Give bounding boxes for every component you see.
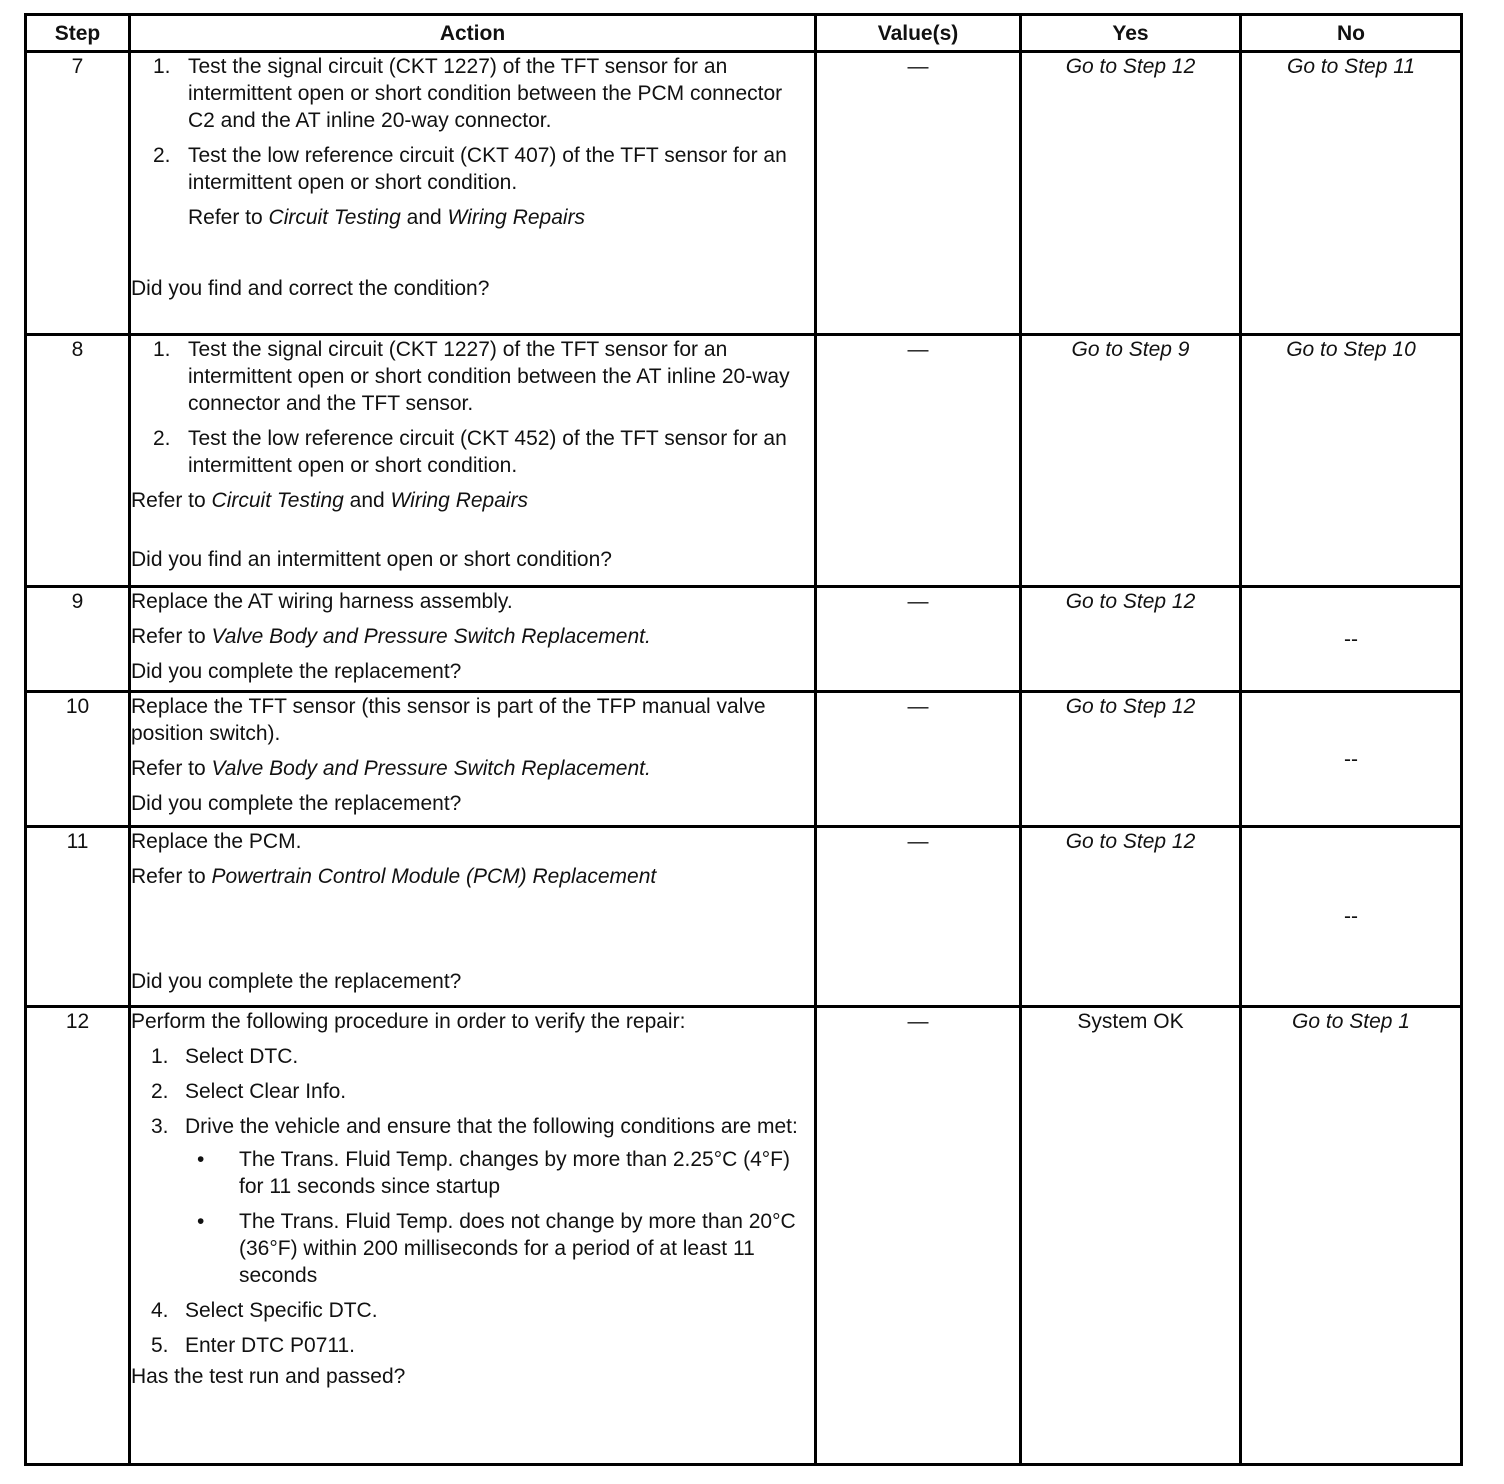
refer-link-valve-body[interactable]: Valve Body and Pressure Switch Replacement. — [211, 625, 651, 648]
condition-list — [185, 1146, 814, 1289]
item-number: 1. — [151, 1045, 169, 1068]
refer-and: and — [343, 489, 391, 512]
table-row-step-11 — [26, 827, 1462, 1007]
action-item — [131, 1043, 814, 1070]
item-text: Test the signal circuit (CKT 1227) of the TFT sensor for an intermittent open or short condition between the AT inline 20-way connector and the TFT sensor. — [188, 338, 790, 415]
refer-prefix: Refer to — [131, 489, 212, 512]
action-item — [131, 53, 814, 134]
step-number: 12 — [26, 1007, 130, 1465]
value-cell: — — [816, 335, 1021, 587]
step-number: 9 — [26, 587, 130, 692]
value-cell: — — [816, 587, 1021, 692]
refer-link-pcm-replacement[interactable]: Powertrain Control Module (PCM) Replacement — [211, 865, 657, 888]
yes-result: System OK — [1021, 1007, 1241, 1465]
item-number: 4. — [151, 1299, 169, 1322]
yes-link[interactable]: Go to Step 9 — [1021, 335, 1241, 587]
intro: Perform the following procedure in order to verify the repair: — [131, 1010, 686, 1033]
header-no: No — [1241, 15, 1462, 52]
refer-link-circuit-testing[interactable]: Circuit Testing — [268, 206, 401, 229]
condition-text: The Trans. Fluid Temp. does not change by more than 20°C (36°F) within 200 milliseconds for a period of at least 11 seconds — [239, 1210, 796, 1287]
refer-line — [131, 204, 814, 231]
no-link[interactable]: Go to Step 11 — [1241, 52, 1462, 335]
yes-link[interactable]: Go to Step 12 — [1021, 587, 1241, 692]
action-list — [131, 1043, 814, 1359]
item-text: Test the low reference circuit (CKT 452) of the TFT sensor for an intermittent open or short condition. — [188, 427, 787, 477]
step-number: 11 — [26, 827, 130, 1007]
item-text: Select DTC. — [185, 1045, 299, 1068]
item-number: 2. — [153, 427, 171, 450]
item-text: Enter DTC P0711. — [185, 1334, 356, 1357]
yes-link[interactable]: Go to Step 12 — [1021, 692, 1241, 827]
diagnostic-steps-table — [24, 13, 1463, 1466]
refer-prefix: Refer to — [188, 206, 269, 229]
item-number: 1. — [153, 55, 171, 78]
bullet-icon: • — [197, 1148, 205, 1171]
condition-item — [185, 1146, 814, 1200]
refer-link-circuit-testing[interactable]: Circuit Testing — [211, 489, 344, 512]
step-number: 10 — [26, 692, 130, 827]
item-number: 3. — [151, 1115, 169, 1138]
action-list — [131, 336, 814, 479]
item-number: 2. — [151, 1080, 169, 1103]
refer-link-wiring-repairs[interactable]: Wiring Repairs — [390, 489, 529, 512]
table-row-step-9 — [26, 587, 1462, 692]
item-text: Drive the vehicle and ensure that the following conditions are met: — [185, 1115, 798, 1138]
question: Did you complete the replacement? — [131, 970, 462, 993]
refer-prefix: Refer to — [131, 757, 212, 780]
table-row-step-10 — [26, 692, 1462, 827]
refer-and: and — [400, 206, 448, 229]
action-item — [131, 425, 814, 479]
action-cell — [130, 692, 816, 827]
item-number: 2. — [153, 144, 171, 167]
action-item — [131, 1078, 814, 1105]
yes-link[interactable]: Go to Step 12 — [1021, 52, 1241, 335]
value-cell: — — [816, 827, 1021, 1007]
table-row-step-7 — [26, 52, 1462, 335]
action-cell — [130, 335, 816, 587]
bullet-icon: • — [197, 1210, 205, 1233]
refer-link-wiring-repairs[interactable]: Wiring Repairs — [447, 206, 586, 229]
header-action: Action — [130, 15, 816, 52]
action-cell — [130, 1007, 816, 1465]
header-values: Value(s) — [816, 15, 1021, 52]
action-item — [131, 142, 814, 196]
value-cell: — — [816, 1007, 1021, 1465]
instruction: Replace the AT wiring harness assembly. — [131, 590, 513, 613]
item-number: 5. — [151, 1334, 169, 1357]
refer-link-valve-body[interactable]: Valve Body and Pressure Switch Replacement. — [211, 757, 651, 780]
no-value: -- — [1241, 587, 1462, 692]
value-cell: — — [816, 692, 1021, 827]
table-row-step-8 — [26, 335, 1462, 587]
action-cell — [130, 827, 816, 1007]
item-number: 1. — [153, 338, 171, 361]
question: Did you complete the replacement? — [131, 792, 462, 815]
refer-line — [131, 623, 814, 650]
header-row — [26, 15, 1462, 52]
refer-line — [131, 487, 814, 514]
value-cell: — — [816, 52, 1021, 335]
refer-line — [131, 755, 814, 782]
table-row-step-12 — [26, 1007, 1462, 1465]
action-item — [131, 1332, 814, 1359]
instruction: Replace the TFT sensor (this sensor is part of the TFP manual valve position switch). — [131, 695, 766, 745]
question: Did you complete the replacement? — [131, 660, 462, 683]
yes-link[interactable]: Go to Step 12 — [1021, 827, 1241, 1007]
refer-line — [131, 863, 814, 890]
refer-prefix: Refer to — [131, 625, 212, 648]
action-item — [131, 336, 814, 417]
step-number: 8 — [26, 335, 130, 587]
no-value: -- — [1241, 827, 1462, 1007]
action-item — [131, 1113, 814, 1289]
action-item — [131, 1297, 814, 1324]
item-text: Select Clear Info. — [185, 1080, 347, 1103]
action-cell — [130, 587, 816, 692]
refer-prefix: Refer to — [131, 865, 212, 888]
no-link[interactable]: Go to Step 1 — [1241, 1007, 1462, 1465]
action-cell — [130, 52, 816, 335]
condition-item — [185, 1208, 814, 1289]
instruction: Replace the PCM. — [131, 830, 302, 853]
question: Has the test run and passed? — [131, 1365, 406, 1388]
item-text: Select Specific DTC. — [185, 1299, 378, 1322]
no-link[interactable]: Go to Step 10 — [1241, 335, 1462, 587]
item-text: Test the signal circuit (CKT 1227) of the TFT sensor for an intermittent open or short condition between the PCM connector C2 and the AT inline 20-way connector. — [188, 55, 783, 132]
action-list — [131, 53, 814, 196]
condition-text: The Trans. Fluid Temp. changes by more than 2.25°C (4°F) for 11 seconds since startup — [239, 1148, 790, 1198]
header-step: Step — [26, 15, 130, 52]
step-number: 7 — [26, 52, 130, 335]
question: Did you find an intermittent open or short condition? — [131, 548, 612, 571]
question: Did you find and correct the condition? — [131, 277, 490, 300]
no-value: -- — [1241, 692, 1462, 827]
header-yes: Yes — [1021, 15, 1241, 52]
item-text: Test the low reference circuit (CKT 407) of the TFT sensor for an intermittent open or short condition. — [188, 144, 787, 194]
